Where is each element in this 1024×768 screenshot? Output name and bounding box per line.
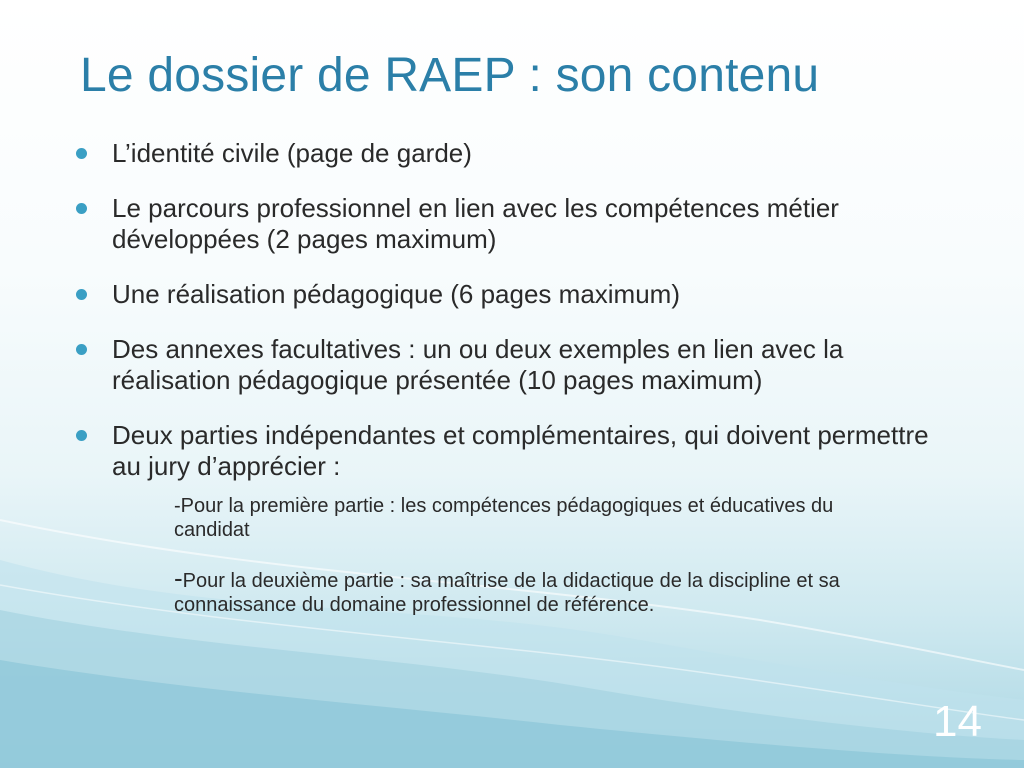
bullet-dot-icon: [76, 203, 87, 214]
sub-item-text: Pour la deuxième partie : sa maîtrise de la didactique de la discipline et sa connaissance du domaine professionnel de référence.: [174, 570, 840, 616]
bullet-text: Deux parties indépendantes et complémentaires, qui doivent permettre au jury d’apprécier :: [112, 420, 929, 481]
bullet-dot-icon: [76, 289, 87, 300]
sub-item-text: Pour la première partie : les compétences pédagogiques et éducatives du candidat: [174, 495, 834, 541]
page-number: 14: [933, 697, 982, 746]
bullet-list: [72, 138, 932, 617]
bullet-item: [72, 193, 932, 255]
bullet-item: [72, 334, 932, 396]
sub-item-list: [174, 494, 904, 617]
sub-item-dash: -: [174, 495, 181, 517]
slide-title: Le dossier de RAEP : son contenu: [80, 49, 820, 102]
sub-item: [174, 494, 904, 542]
bullet-item: [72, 138, 932, 169]
bullet-dot-icon: [76, 344, 87, 355]
bullet-dot-icon: [76, 430, 87, 441]
bullet-text: L’identité civile (page de garde): [112, 138, 472, 168]
bullet-item: [72, 279, 932, 310]
bullet-text: Des annexes facultatives : un ou deux exemples en lien avec la réalisation pédagogique présentée (10 pages maximum): [112, 334, 844, 395]
bullet-item: [72, 420, 932, 617]
bullet-dot-icon: [76, 148, 87, 159]
sub-item: [174, 563, 904, 617]
bullet-text: Le parcours professionnel en lien avec les compétences métier développées (2 pages maximum): [112, 193, 839, 254]
bullet-text: Une réalisation pédagogique (6 pages maximum): [112, 279, 680, 309]
sub-item-dash: -: [174, 563, 183, 593]
